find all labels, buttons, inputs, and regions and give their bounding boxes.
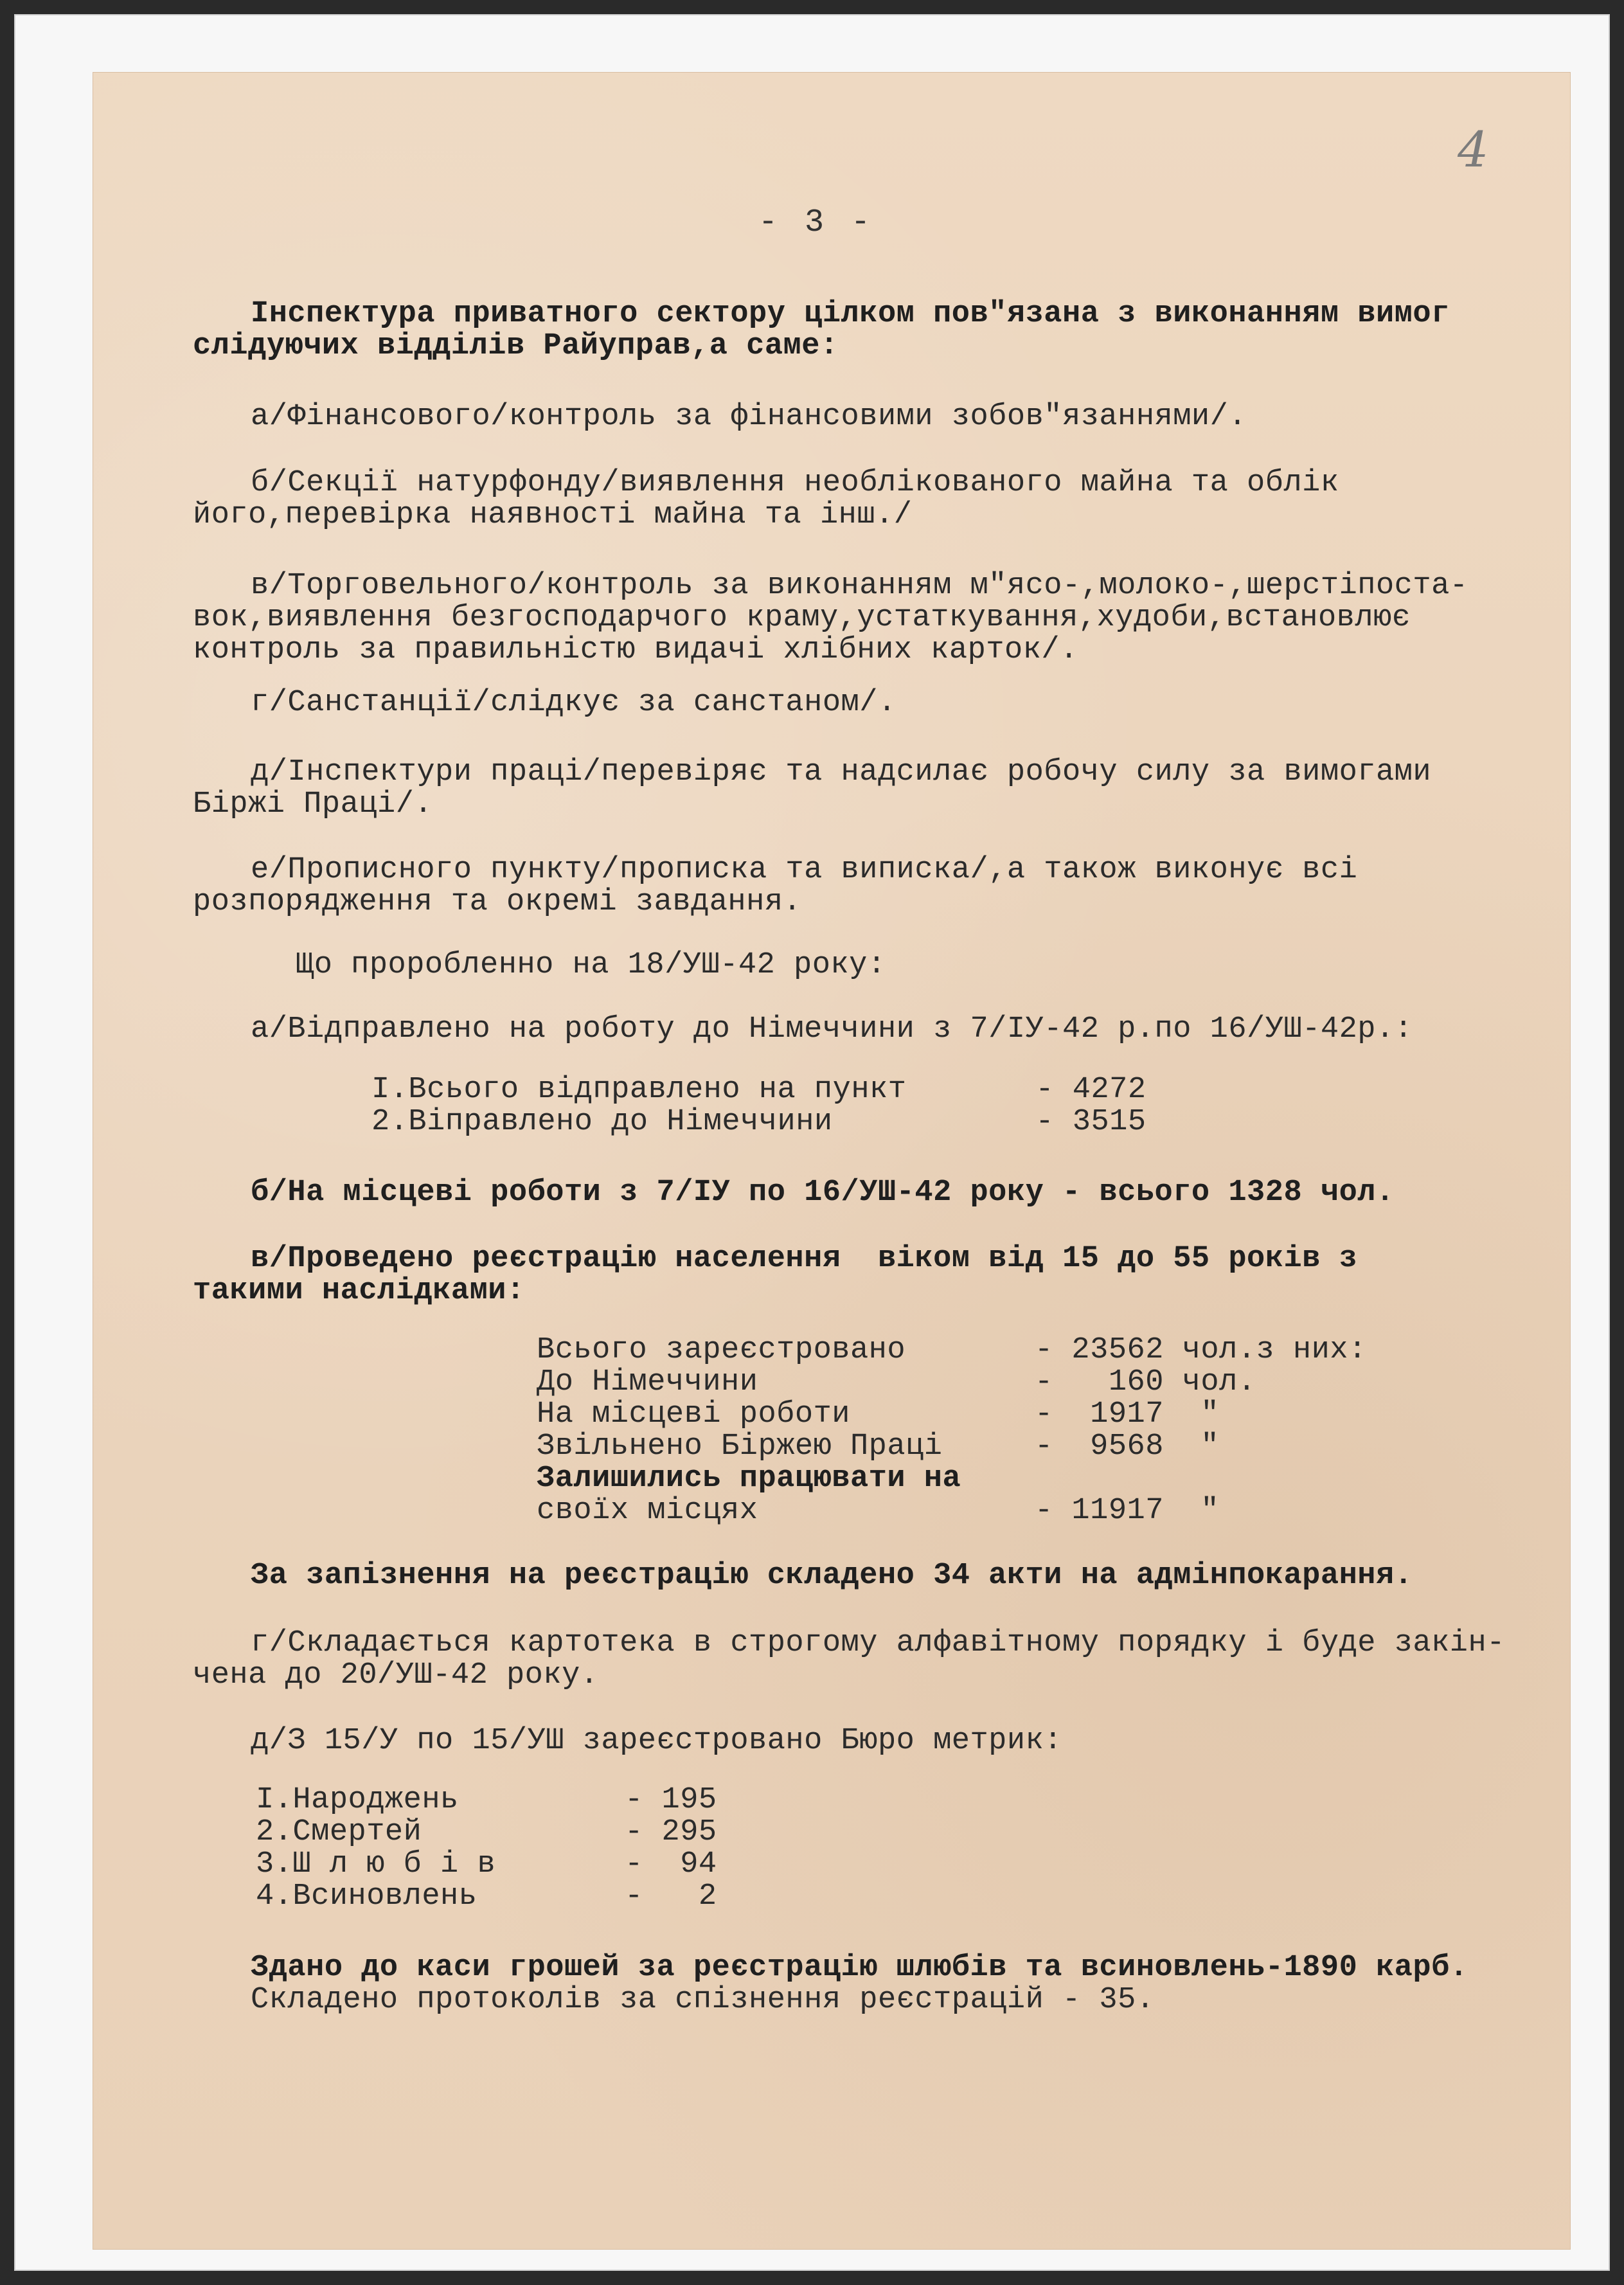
list-item: 2.Смертей - 295 [256, 1815, 717, 1849]
text-line: д/З 15/У по 15/УШ зареєстровано Бюро метрик: [251, 1724, 1063, 1758]
text-line: б/На місцеві роботи з 7/ІУ по 16/УШ-42 року - всього 1328 чол. [251, 1176, 1395, 1210]
text-line: Складено протоколів за спізнення реєстрацій - 35. [251, 1983, 1155, 2017]
text-line: слідуючих відділів Райуправ,а саме: [193, 329, 839, 363]
text-line: чена до 20/УШ-42 року. [193, 1658, 599, 1692]
text-line: а/Відправлено на роботу до Німеччини з 7/ІУ-42 р.по 16/УШ-42р.: [251, 1012, 1413, 1046]
list-item: І.Всього відправлено на пункт - 4272 [371, 1073, 1147, 1107]
table-row: Залишились працювати на [537, 1462, 961, 1496]
handwritten-page-mark: 4 [1458, 121, 1489, 178]
list-item: 3.Ш л ю б і в - 94 [256, 1847, 717, 1881]
text-line: в/Торговельного/контроль за виконанням м"ясо-,молоко-,шерстіпоста- [251, 569, 1468, 603]
text-line: такими наслідками: [193, 1274, 525, 1308]
table-row: Звільнено Біржею Праці - 9568 " [537, 1429, 1220, 1464]
table-row: На місцеві роботи - 1917 " [537, 1397, 1220, 1431]
text-line: а/Фінансового/контроль за фінансовими зобов"язаннями/. [251, 400, 1247, 434]
text-line: б/Секції натурфонду/виявлення необлікованого майна та облік [251, 466, 1339, 500]
list-item: І.Народжень - 195 [256, 1783, 717, 1817]
text-line: Здано до каси грошей за реєстрацію шлюбів та всиновлень-1890 карб. [251, 1951, 1468, 1985]
text-line: Інспектура приватного сектору цілком пов"язана з виконанням вимог [251, 297, 1450, 331]
page-number: - 3 - [758, 204, 875, 241]
table-row: До Німеччини - 160 чол. [537, 1365, 1256, 1399]
text-line: г/Санстанції/слідкує за санстаном/. [251, 686, 897, 720]
table-row: Всього зареєстровано - 23562 чол.з них: [537, 1333, 1367, 1367]
text-line: г/Складається картотека в строгому алфавітному порядку і буде закін- [251, 1626, 1505, 1660]
list-item: 2.Віправлено до Німеччини - 3515 [371, 1105, 1147, 1139]
text-line: Що проробленно на 18/УШ-42 року: [296, 948, 886, 982]
text-line: д/Інспектури праці/перевіряє та надсилає робочу силу за вимогами [251, 755, 1432, 789]
list-item: 4.Всиновлень - 2 [256, 1879, 717, 1913]
text-line: За запізнення на реєстрацію складено 34 акти на адмінпокарання. [251, 1559, 1413, 1593]
text-line: розпорядження та окремі завдання. [193, 885, 802, 919]
text-line: контроль за правильністю видачі хлібних карток/. [193, 633, 1078, 667]
text-line: Біржі Праці/. [193, 787, 433, 821]
document-page [93, 72, 1571, 2250]
text-line: його,перевірка наявності майна та інш./ [193, 498, 913, 532]
table-row: своїх місцях - 11917 " [537, 1494, 1220, 1528]
text-line: в/Проведено реєстрацію населення віком від 15 до 55 років з [251, 1242, 1358, 1276]
text-line: вок,виявлення безгосподарчого краму,устаткування,худоби,встановлює [193, 601, 1411, 635]
text-line: е/Прописного пункту/прописка та виписка/,а також виконує всі [251, 853, 1358, 887]
